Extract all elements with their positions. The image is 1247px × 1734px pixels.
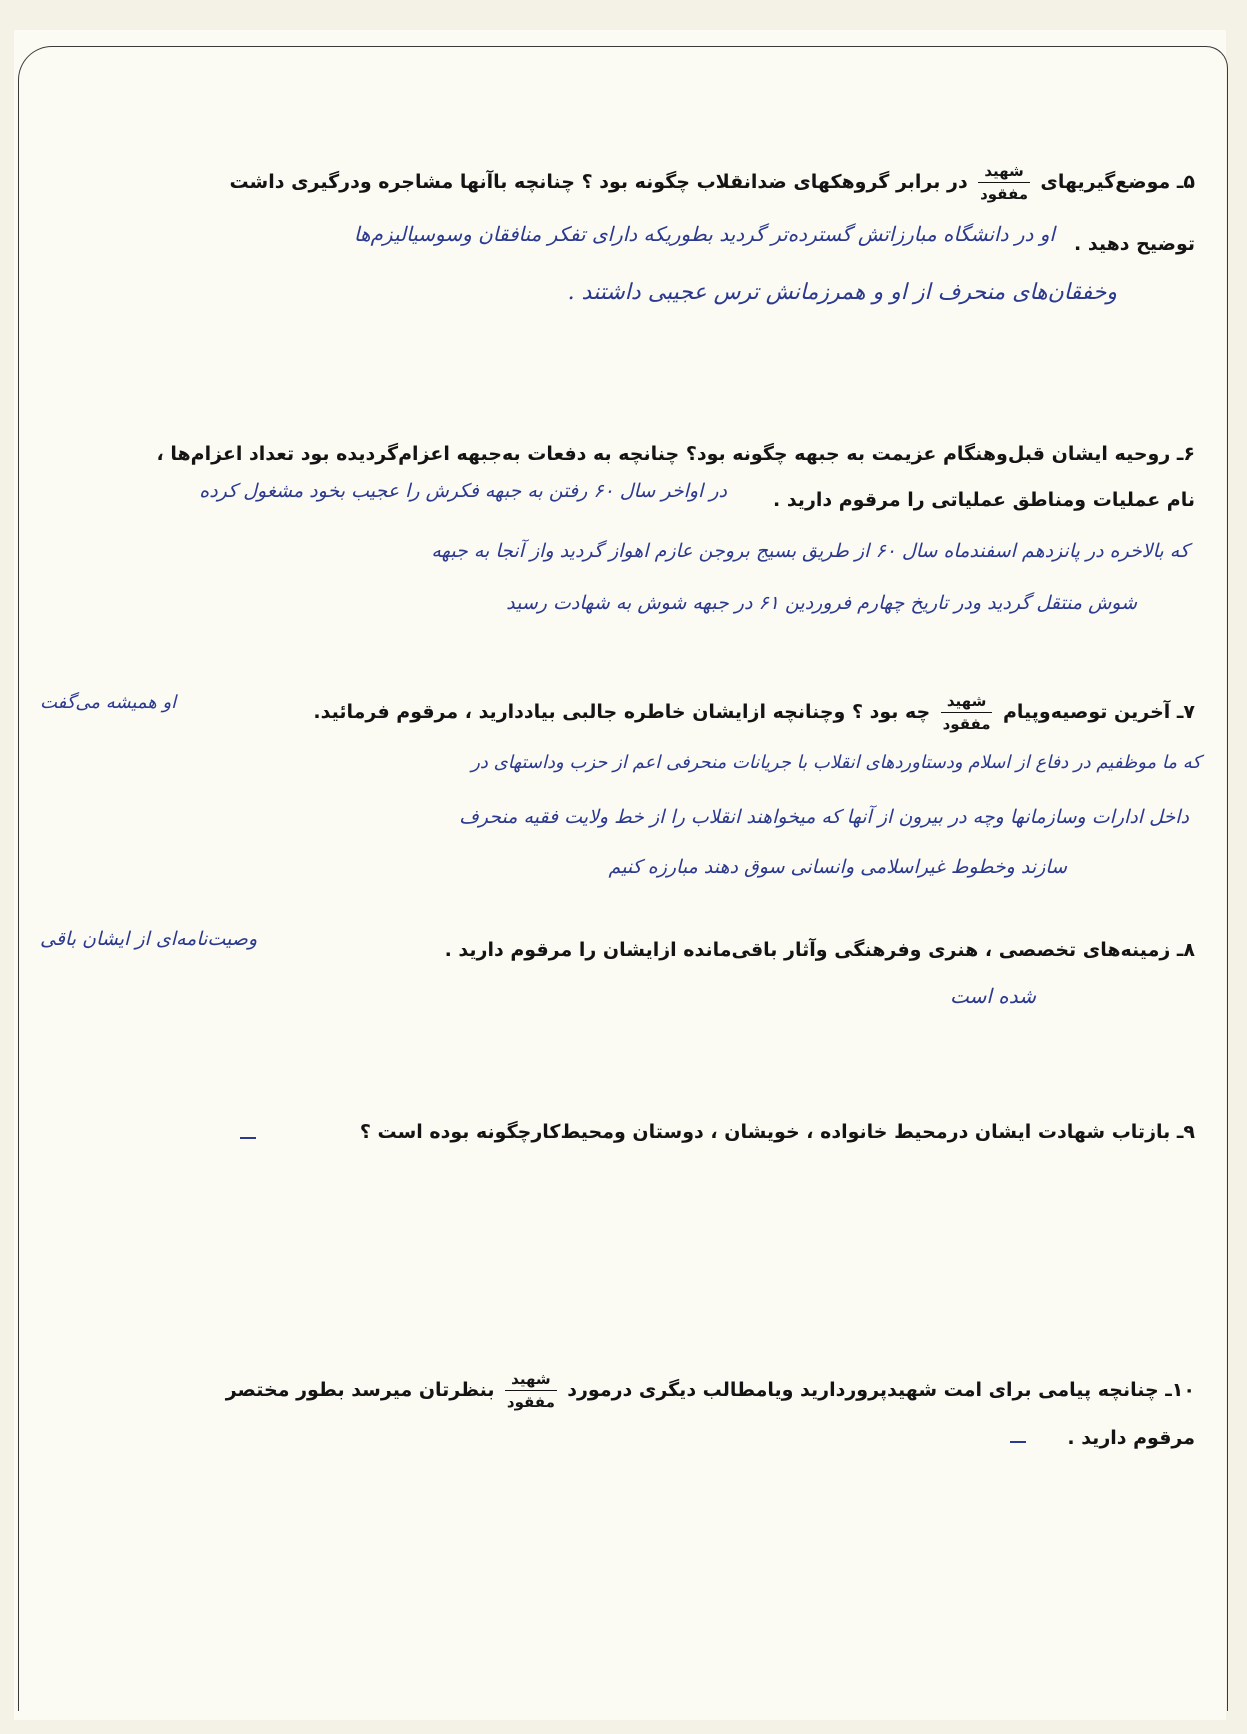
answer-7-line-1: که ما موظفیم در دفاع از اسلام ودستاوردهای انقلاب با جریانات منحرفی اعم از حزب وداستهای در [471, 752, 1201, 773]
question-10-line-2: مرقوم دارید . [1067, 1427, 1195, 1449]
answer-5-line-2: وخفقان‌های منحرف از او و همرزمانش ترس عجیبی داشتند . [567, 280, 1117, 305]
q10-fraction-numerator: شهید [505, 1370, 556, 1391]
answer-7-line-3: سازند وخطوط غیراسلامی وانسانی سوق دهند مبارزه کنیم [608, 856, 1067, 878]
question-10-line-1 [226, 1368, 1195, 1412]
q7-fraction [941, 692, 992, 733]
q7-fraction-denominator: مفقود [942, 715, 991, 733]
q10-fraction [505, 1370, 556, 1411]
answer-7-lead: او همیشه می‌گفت [40, 692, 177, 713]
q7-text-b: چه بود ؟ وچنانچه ازایشان خاطره جالبی بیاددارید ، مرقوم فرمائید. [313, 701, 931, 723]
q10-text-b: بنظرتان میرسد بطور مختصر [225, 1379, 495, 1401]
answer-6-line-3: شوش منتقل گردید ودر تاریخ چهارم فروردین ۶۱ در جبهه شوش به شهادت رسید [506, 592, 1137, 614]
q5-fraction-numerator: شهید [978, 162, 1029, 183]
answer-6-line-2: که بالاخره در پانزدهم اسفندماه سال ۶۰ از طریق بسیج بروجن عازم اهواز گردید واز آنجا به جبهه [431, 540, 1189, 562]
q5-text-b: در برابر گروهکهای ضدانقلاب چگونه بود ؟ چنانچه باآنها مشاجره ودرگیری داشت [229, 171, 968, 193]
question-5-line-2: توضیح دهید . [1074, 233, 1195, 255]
answer-9-dash [240, 1137, 256, 1139]
q10-fraction-denominator: مفقود [506, 1393, 555, 1411]
q5-fraction-denominator: مفقود [980, 185, 1029, 203]
answer-10-dash [1010, 1441, 1026, 1443]
question-5-line-1 [229, 160, 1195, 204]
answer-7-line-2: داخل ادارات وسازمانها وچه در بیرون از آنها که میخواهند انقلاب را از خط ولایت فقیه منحرف [459, 806, 1189, 828]
question-8: ۸ـ زمینه‌های تخصصی ، هنری وفرهنگی وآثار باقی‌مانده ازایشان را مرقوم دارید . [444, 939, 1195, 961]
q10-text-a: ۱۰ـ چنانچه پیامی برای امت شهیدپروردارید ویامطالب دیگری درمورد [567, 1379, 1195, 1401]
question-6-line-1: ۶ـ روحیه ایشان قبل‌وهنگام عزیمت به جبهه چگونه بود؟ چنانچه به دفعات به‌جبهه اعزام‌گردیده بود تعداد اعزام‌ها ، [156, 443, 1195, 465]
answer-6-line-1: در اواخر سال ۶۰ رفتن به جبهه فکرش را عجیب بخود مشغول کرده [199, 480, 727, 502]
question-6-line-2: نام عملیات ومناطق عملیاتی را مرقوم دارید . [773, 489, 1195, 511]
q7-fraction-numerator: شهید [941, 692, 992, 713]
question-7 [313, 690, 1195, 734]
question-9: ۹ـ بازتاب شهادت ایشان درمحیط خانواده ، خویشان ، دوستان ومحیط‌کارچگونه بوده است ؟ [359, 1121, 1195, 1143]
q5-text-a: ۵ـ موضع‌گیریهای [1040, 171, 1195, 193]
answer-8-line-2: شده است [950, 984, 1037, 1008]
q7-text-a: ۷ـ آخرین توصیه‌وپیام [1002, 701, 1195, 723]
answer-5-line-1: او در دانشگاه مبارزاتش گسترده‌تر گردید بطوریکه دارای تفکر منافقان وسوسیالیزم‌ها [353, 222, 1055, 246]
q5-fraction [978, 162, 1029, 203]
answer-8-line-1: وصیت‌نامه‌ای از ایشان باقی [40, 928, 258, 950]
